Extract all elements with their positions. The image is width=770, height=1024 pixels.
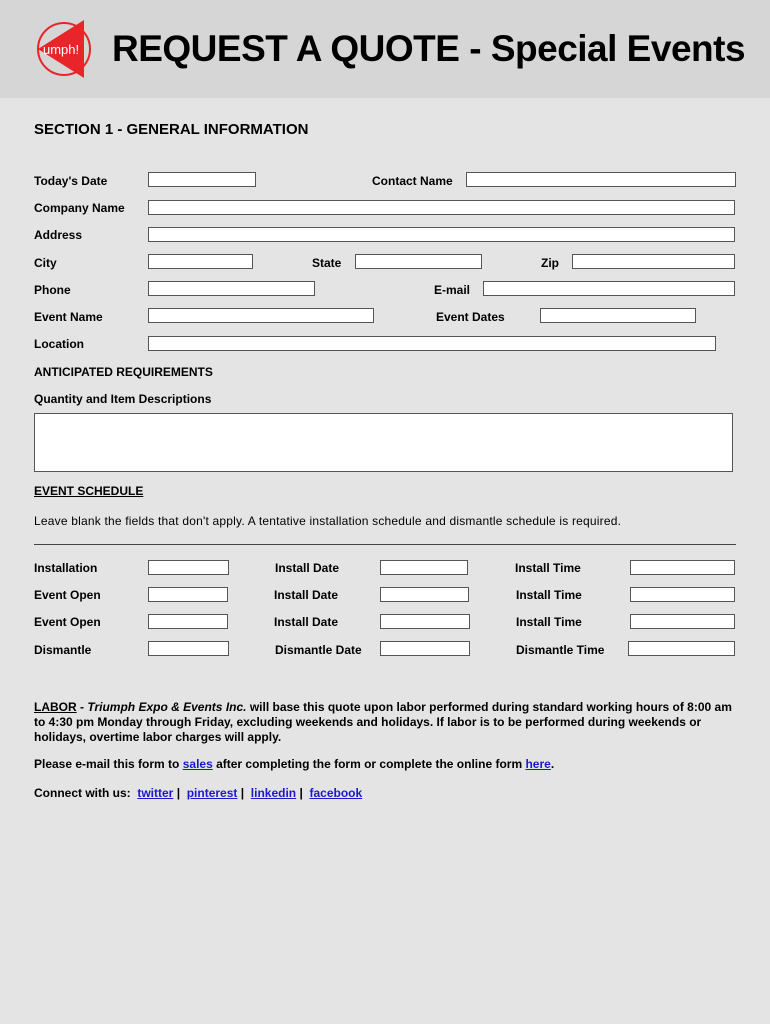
schedule-date-label: Install Date (274, 615, 339, 629)
event-dates-label: Event Dates (436, 310, 505, 324)
company-name-field[interactable] (148, 200, 735, 215)
divider (34, 544, 736, 545)
install-time-field[interactable] (630, 560, 735, 575)
pinterest-link[interactable]: pinterest (186, 786, 238, 800)
linkedin-link[interactable]: linkedin (250, 786, 297, 800)
schedule-time-label: Install Time (515, 561, 581, 575)
quantity-label: Quantity and Item Descriptions (34, 392, 212, 406)
state-label: State (312, 256, 342, 270)
todays-date-label: Today's Date (34, 174, 108, 188)
connect-label: Connect with us: (34, 786, 131, 800)
section-heading: SECTION 1 - GENERAL INFORMATION (34, 121, 309, 138)
schedule-row-label: Installation (34, 561, 98, 575)
schedule-row-label: Dismantle (34, 643, 92, 657)
schedule-row-label: Event Open (34, 588, 101, 602)
zip-label: Zip (541, 256, 559, 270)
city-label: City (34, 256, 57, 270)
event-open-time-field[interactable] (630, 587, 735, 602)
dismantle-date-field[interactable] (380, 641, 470, 656)
schedule-date-label: Install Date (275, 561, 340, 575)
quantity-descriptions-field[interactable] (34, 413, 733, 472)
event-dates-field[interactable] (540, 308, 696, 323)
dismantle-time-field[interactable] (628, 641, 735, 656)
company-name: Triumph Expo & Events Inc. (87, 700, 247, 714)
page-title: REQUEST A QUOTE - Special Events (112, 28, 746, 69)
address-field[interactable] (148, 227, 735, 242)
phone-field[interactable] (148, 281, 315, 296)
logo-text: umph! (43, 42, 80, 57)
schedule-time-label: Dismantle Time (516, 643, 605, 657)
contact-name-field[interactable] (466, 172, 736, 187)
schedule-row-label: Event Open (34, 615, 101, 629)
event-open-date-field[interactable] (380, 587, 469, 602)
event-open-2-field[interactable] (148, 614, 228, 629)
sales-link[interactable]: sales (182, 757, 213, 771)
email-field[interactable] (483, 281, 735, 296)
facebook-link[interactable]: facebook (309, 786, 363, 800)
labor-dash: - (76, 700, 88, 714)
email-middle: after completing the form or complete the online form (212, 757, 526, 771)
twitter-link[interactable]: twitter (137, 786, 174, 800)
event-open-field[interactable] (148, 587, 228, 602)
event-name-field[interactable] (148, 308, 374, 323)
labor-paragraph (34, 700, 736, 745)
installation-field[interactable] (148, 560, 229, 575)
event-name-label: Event Name (34, 310, 103, 324)
separator: | (299, 786, 303, 800)
schedule-date-label: Dismantle Date (275, 643, 362, 657)
schedule-date-label: Install Date (274, 588, 339, 602)
labor-label: LABOR (34, 700, 77, 714)
email-label: E-mail (434, 283, 471, 297)
email-after: . (550, 757, 555, 771)
todays-date-field[interactable] (148, 172, 256, 187)
triumph-logo (34, 14, 100, 84)
state-field[interactable] (355, 254, 482, 269)
schedule-time-label: Install Time (516, 588, 582, 602)
location-field[interactable] (148, 336, 716, 351)
schedule-heading: EVENT SCHEDULE (34, 484, 144, 498)
schedule-time-label: Install Time (516, 615, 582, 629)
company-name-label: Company Name (34, 201, 125, 215)
schedule-note: Leave blank the fields that don't apply. A tentative installation schedule and dismantle schedule is required. (34, 514, 622, 528)
city-field[interactable] (148, 254, 253, 269)
page-header (0, 0, 770, 98)
event-open-2-time-field[interactable] (630, 614, 735, 629)
location-label: Location (34, 337, 84, 351)
requirements-heading: ANTICIPATED REQUIREMENTS (34, 365, 213, 379)
phone-label: Phone (34, 283, 71, 297)
email-before: Please e-mail this form to (34, 757, 183, 771)
connect-line (34, 786, 736, 801)
contact-name-label: Contact Name (372, 174, 453, 188)
install-date-field[interactable] (380, 560, 468, 575)
event-open-2-date-field[interactable] (380, 614, 470, 629)
here-link[interactable]: here (525, 757, 551, 771)
labor-text: will base this quote upon labor performed during standard working hours of 8:00 am to 4:30 pm Monday through Friday, excluding weekends and holidays. If labor is to be performed during weekends or holidays, overtime labor charges will apply. (34, 700, 732, 744)
separator: | (240, 786, 245, 800)
email-instructions (34, 757, 736, 772)
zip-field[interactable] (572, 254, 735, 269)
address-label: Address (34, 228, 83, 242)
separator: | (176, 786, 181, 800)
dismantle-field[interactable] (148, 641, 229, 656)
